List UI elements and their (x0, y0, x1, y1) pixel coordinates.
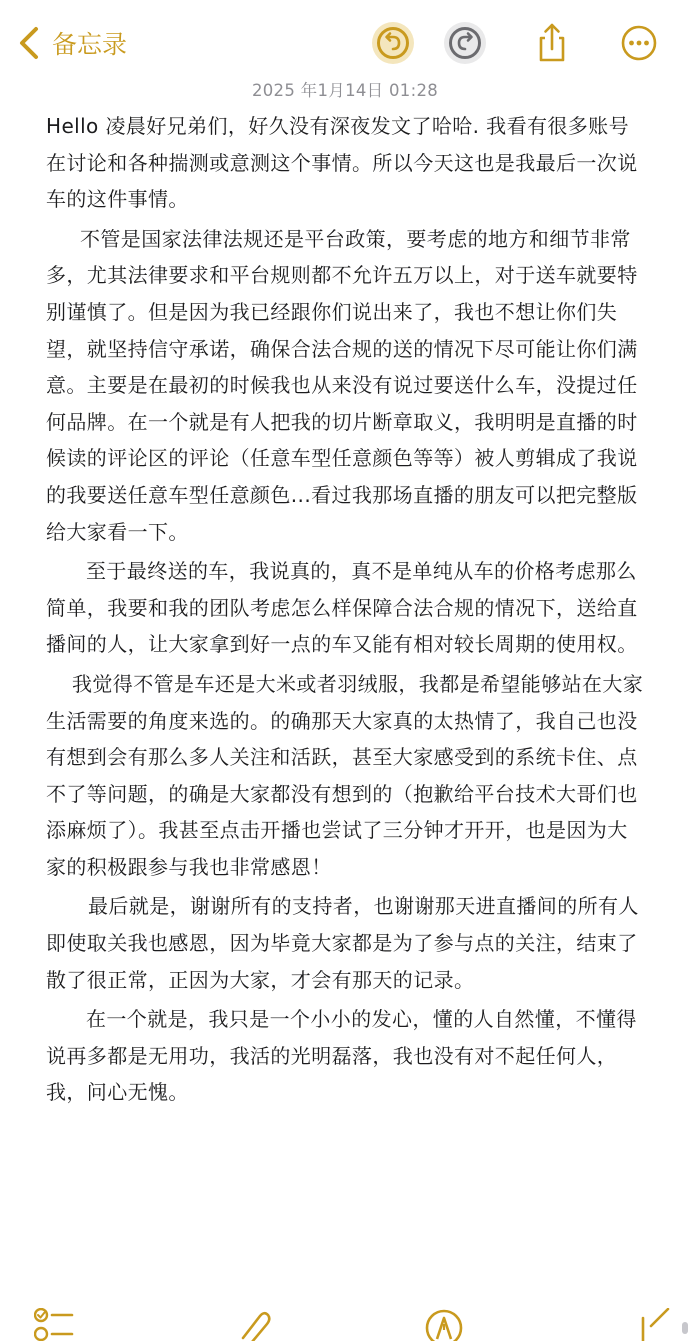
markup-pen-icon[interactable] (424, 1308, 464, 1341)
scroll-indicator[interactable] (682, 1322, 688, 1334)
top-toolbar (0, 0, 690, 80)
paperclip-icon[interactable] (236, 1308, 272, 1341)
bottom-toolbar (0, 1300, 690, 1341)
note-body[interactable] (46, 108, 646, 1111)
note-paragraph: 我觉得不管是车还是大米或者羽绒服，我都是希望能够站在大家生活需要的角度来选的。的确那天大家真的太热情了，我自己也没有想到会有那么多人关注和活跃，甚至大家感受到的系统卡住、点不了等问题，的确是大家都没有想到的（抱歉给平台技术大哥们也添麻烦了）。我甚至点击开播也尝试了三分钟才开开，也是因为大家的积极跟参与我也非常感恩！ (46, 671, 644, 879)
undo-button[interactable] (371, 21, 415, 65)
more-icon (617, 21, 661, 65)
redo-button[interactable] (443, 21, 487, 65)
back-button[interactable] (18, 22, 127, 64)
note-paragraph: 最后就是，谢谢所有的支持者，也谢谢那天进直播间的所有人即使取关我也感恩，因为毕竟大家都是为了参与点的关注，结束了散了很正常，正因为大家，才会有那天的记录。 (46, 894, 639, 992)
note-paragraph: 在一个就是，我只是一个小小的发心，懂的人自然懂，不懂得说再多都是无用功，我活的光明磊落，我也没有对不起任何人，我，问心无愧。 (46, 1007, 637, 1105)
checklist-icon[interactable] (34, 1308, 74, 1341)
more-button[interactable] (617, 21, 661, 65)
back-label: 备忘录 (52, 30, 128, 59)
note-timestamp: 2025 年1月14日 01:28 (251, 81, 439, 100)
chevron-left-icon (18, 26, 40, 60)
compose-icon[interactable] (640, 1308, 670, 1341)
note-paragraph: 不管是国家法律法规还是平台政策，要考虑的地方和细节非常多，尤其法律要求和平台规则都不允许五万以上，对于送车就要特别谨慎了。但是因为我已经跟你们说出来了，我也不想让你们失望，就坚持信守承诺，确保合法合规的送的情况下尽可能让你们满意。主要是在最初的时候我也从来没有说过要送什么车，没提过任何品牌。在一个就是有人把我的切片断章取义，我明明是直播的时候读的评论区的评论（任意车型任意颜色等等）被人剪辑成了我说的我要送任意车型任意颜色...看过我那场直播的朋友可以把完整版给大家看一下。 (46, 226, 638, 544)
share-button[interactable] (530, 21, 574, 65)
redo-icon (443, 21, 487, 65)
note-paragraph: Hello 凌晨好兄弟们，好久没有深夜发文了哈哈. 我看有很多账号在讨论和各种揣测或意测这个事情。所以今天这也是我最后一次说车的这件事情。 (46, 114, 638, 212)
share-icon (530, 21, 574, 65)
undo-icon (371, 21, 415, 65)
note-paragraph: 至于最终送的车，我说真的，真不是单纯从车的价格考虑那么简单，我要和我的团队考虑怎么样保障合法合规的情况下，送给直播间的人，让大家拿到好一点的车又能有相对较长周期的使用权。 (46, 559, 638, 657)
